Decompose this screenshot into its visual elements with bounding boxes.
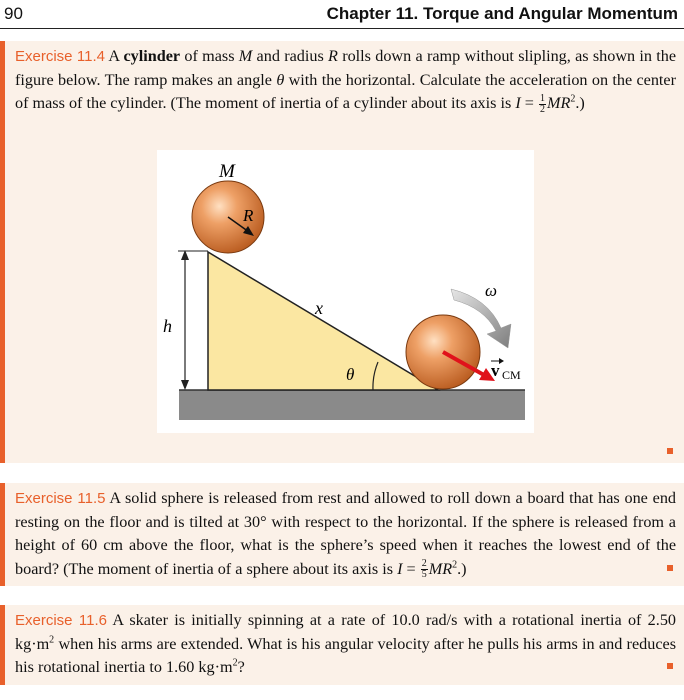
exercise-label: Exercise 11.6 — [15, 612, 107, 629]
exercise-box-11-6 — [0, 605, 684, 685]
text-segment: with the horizontal. Calculate the acceleration on the center of mass of the cylinder. (The moment of inertia of a cylinder about its axis is — [15, 70, 676, 112]
end-of-exercise-mark — [667, 448, 673, 454]
end-of-exercise-mark — [667, 663, 673, 669]
vector-arrow-mark-head — [499, 358, 504, 364]
ground — [179, 390, 525, 420]
ramp — [208, 252, 438, 390]
text-segment: of mass — [180, 47, 239, 65]
text-segment: A — [108, 47, 124, 65]
fraction-numerator: 2 — [421, 558, 427, 570]
angle-label: θ — [346, 365, 355, 384]
length-label: x — [315, 298, 323, 318]
exercise-text — [15, 487, 676, 581]
math-operator: = — [520, 94, 538, 112]
superscript: 2 — [232, 657, 238, 669]
height-label: h — [163, 316, 172, 336]
math-symbol: R — [328, 47, 338, 65]
text-segment: .) — [457, 559, 467, 578]
exercise-label: Exercise 11.4 — [15, 48, 105, 65]
text-segment: and radius — [252, 47, 329, 65]
velocity-label: v — [491, 361, 500, 380]
velocity-subscript: CM — [502, 368, 521, 382]
header-rule — [0, 28, 684, 29]
math-symbol: M — [238, 47, 253, 65]
text-segment: .) — [575, 94, 585, 112]
text-segment: when his arms are extended. What is his angular velocity after he pulls his arms in and reduces his rotational inertia to 1.60 kg·m — [15, 634, 676, 676]
exercise-text — [15, 45, 676, 116]
fraction-denominator: 2 — [539, 103, 545, 115]
text-segment: A skater is initially spinning at a rate of 10.0 rad/s with a rotational inertia of 2.50 kg·m — [15, 611, 677, 653]
text-segment: rolls down a ramp without slipling, as shown in the figure below. The ramp makes an angle — [15, 47, 677, 89]
radius-label: R — [243, 206, 254, 225]
math-symbol: θ — [276, 70, 285, 89]
ramp-diagram — [157, 150, 534, 433]
superscript: 2 — [452, 559, 458, 571]
math-symbol: MR — [546, 94, 571, 112]
math-symbol: I — [515, 94, 521, 112]
fraction-numerator: 1 — [539, 92, 545, 104]
bold-term: cylinder — [123, 47, 181, 65]
math-symbol: I — [397, 559, 403, 578]
fraction-denominator: 5 — [421, 569, 427, 581]
mass-label: M — [219, 161, 235, 182]
exercise-label: Exercise 11.5 — [15, 490, 106, 507]
exercise-text — [15, 609, 676, 680]
text-segment: A solid sphere is released from rest and allowed to roll down a board that has one end resting on the floor and is tilted at 30° with respect to the horizontal. If the sphere is released from a height of 60 cm above the floor, what is the sphere’s speed when it reaches the lowest end of the board? (The moment of inertia of a sphere about its axis is — [15, 489, 677, 578]
end-of-exercise-mark — [667, 565, 673, 571]
math-operator: = — [402, 559, 420, 578]
chapter-title: Chapter 11. Torque and Angular Momentum — [326, 4, 678, 23]
superscript: 2 — [49, 634, 55, 646]
exercise-box-11-5 — [0, 483, 684, 586]
height-arrow-bottom — [181, 380, 189, 390]
superscript: 2 — [570, 93, 576, 105]
fraction — [539, 94, 546, 115]
fraction — [421, 559, 428, 580]
math-symbol: MR — [428, 559, 453, 578]
omega-label: ω — [485, 281, 498, 300]
page-number: 90 — [4, 4, 23, 23]
text-segment: ? — [237, 658, 245, 676]
ramp-figure — [157, 150, 534, 433]
